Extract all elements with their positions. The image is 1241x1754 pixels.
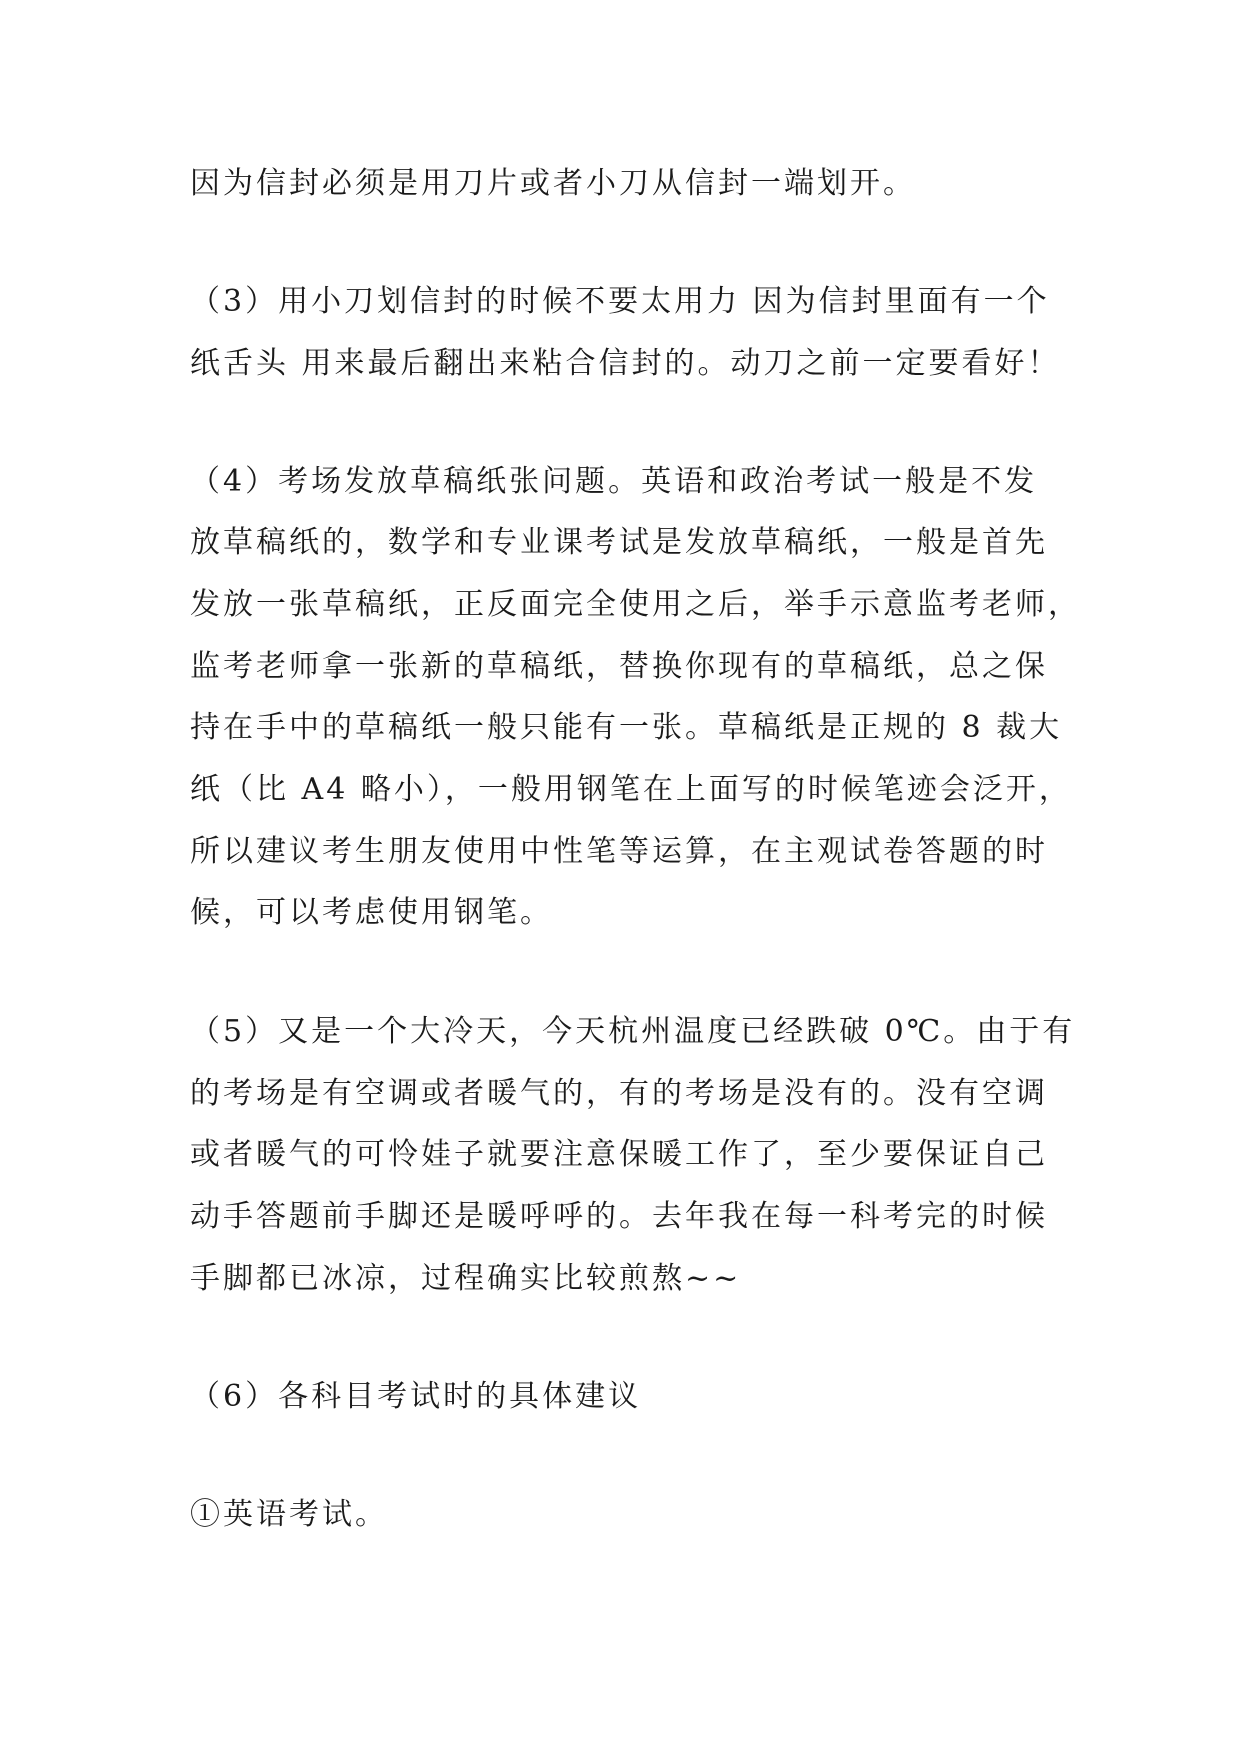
paragraph-4-line-3: 或者暖气的可怜娃子就要注意保暖工作了，至少要保证自己 [190,1137,1048,1172]
paragraph-3-line-7: 所以建议考生朋友使用中性笔等运算，在主观试卷答题的时 [190,834,1048,869]
paragraph-2-line-2: 纸舌头 用来最后翻出来粘合信封的。动刀之前一定要看好！ [190,346,1061,381]
paragraph-3-line-2: 放草稿纸的，数学和专业课考试是发放草稿纸，一般是首先 [190,525,1048,560]
paragraph-3-line-1: （4）考场发放草稿纸张问题。英语和政治考试一般是不发 [190,464,1038,499]
paragraph-4-line-2: 的考场是有空调或者暖气的，有的考场是没有的。没有空调 [190,1076,1048,1111]
paragraph-3-line-4: 监考老师拿一张新的草稿纸，替换你现有的草稿纸，总之保 [190,649,1048,684]
paragraph-4-line-5: 手脚都已冰凉，过程确实比较煎熬~~ [190,1261,742,1296]
paragraph-3-line-6: 纸（比 A4 略小），一般用钢笔在上面写的时候笔迹会泛开， [190,772,1072,807]
paragraph-2-line-1: （3）用小刀划信封的时候不要太用力 因为信封里面有一个 [190,284,1050,319]
paragraph-3-line-8: 候，可以考虑使用钢笔。 [190,895,553,930]
paragraph-3-line-5: 持在手中的草稿纸一般只能有一张。草稿纸是正规的 8 裁大 [190,710,1063,745]
paragraph-4-line-4: 动手答题前手脚还是暖呼呼的。去年我在每一科考完的时候 [190,1199,1048,1234]
paragraph-6-line-1: ①英语考试。 [190,1497,388,1532]
paragraph-5-line-1: （6）各科目考试时的具体建议 [190,1379,642,1414]
paragraph-4-line-1: （5）又是一个大冷天，今天杭州温度已经跌破 0℃。由于有 [190,1014,1076,1049]
paragraph-3-line-3: 发放一张草稿纸，正反面完全使用之后，举手示意监考老师， [190,587,1081,622]
paragraph-1-line-1: 因为信封必须是用刀片或者小刀从信封一端划开。 [190,166,916,201]
